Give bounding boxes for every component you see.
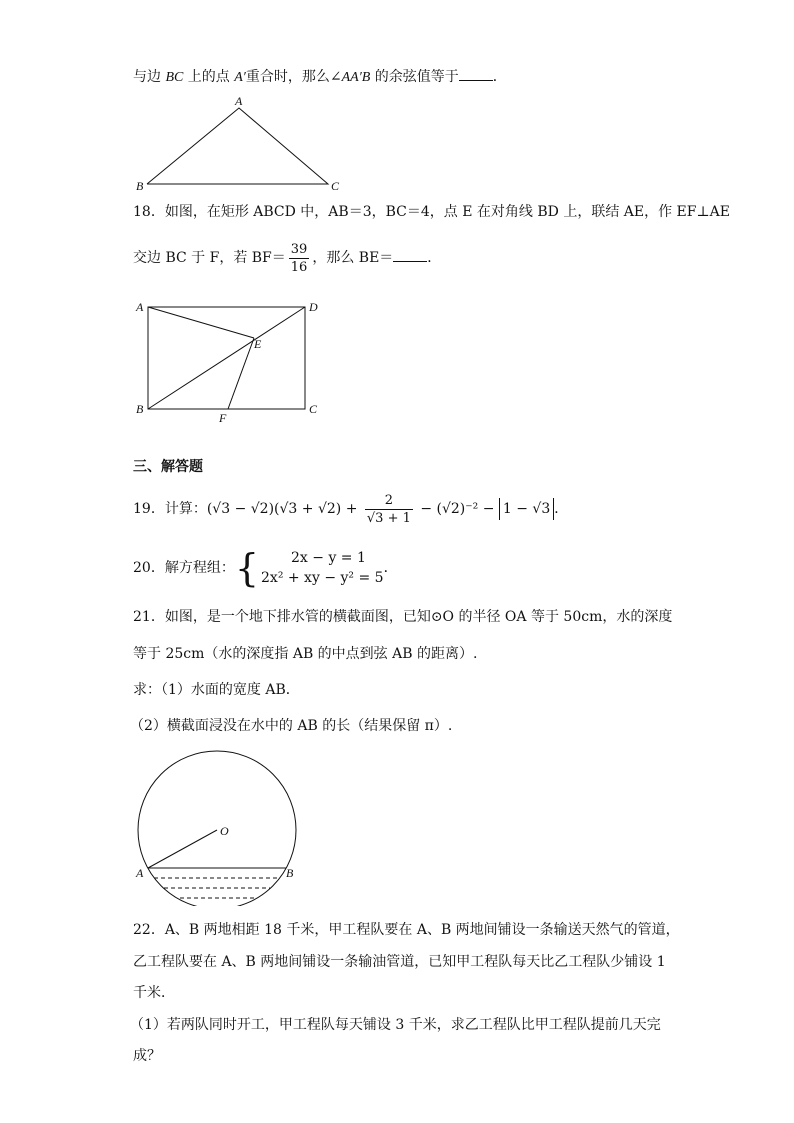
q17-text: 与边 BC 上的点 A′重合时，那么∠AA′B 的余弦值等于 ． [133, 66, 507, 88]
q21-line3: 求：（1）水面的宽度 AB． [133, 682, 300, 698]
center-o-label: O [220, 824, 229, 838]
vertex-b-label: B [136, 179, 144, 193]
answer-blank [459, 66, 493, 81]
q21-line4: （2）横截面浸没在水中的 AB 的长（结果保留 π）. [130, 718, 453, 734]
fraction-2-over-sqrt3-plus-1: $\frac{2}{√3 + 1}$ [366, 492, 411, 526]
q21-line1: 21．如图，是一个地下排水管的横截面图，已知⊙O 的半径 OA 等于 50cm，水的深度 [133, 609, 673, 625]
pipe-cross-section-figure [130, 744, 310, 906]
vertex-a-label: A [136, 300, 144, 314]
equation-system: 2x − y = 1 2x² + xy − y² = 5 [261, 550, 384, 586]
vertex-c-label: C [331, 179, 340, 193]
vertex-b-label: B [136, 402, 144, 416]
point-a-label: A [136, 866, 144, 880]
section-heading: 三、解答题 [133, 459, 203, 475]
q22-line3: 千米． [133, 985, 175, 1001]
q22-line1: 22．A、B 两地相距 18 千米，甲工程队要在 A、B 两地间铺设一条输送天然气的管道， [133, 922, 680, 938]
q22-line2: 乙工程队要在 A、B 两地间铺设一条输油管道，已知甲工程队每天比乙工程队少铺设 1 [133, 954, 666, 970]
left-brace: { [234, 546, 260, 590]
vertex-c-label: C [309, 402, 318, 416]
point-f-label: F [219, 411, 227, 425]
q20-line: 20．解方程组：{ 2x − y = 1 2x² + xy − y² = 5 ． [133, 546, 398, 590]
q22-line4: （1）若两队同时开工，甲工程队每天铺设 3 千米，求乙工程队比甲工程队提前几天完 [130, 1017, 661, 1033]
vertex-d-label: D [309, 300, 318, 314]
q22-line5: 成？ [133, 1048, 161, 1064]
point-b-label: B [286, 866, 294, 880]
point-e-label: E [254, 337, 262, 351]
q19-line: 19．计算：(√3 − √2)(√3 + √2) + $\frac{2}{√3 + 1}$ − (√2)⁻² − 1 − √3 ． [133, 492, 569, 526]
rectangle-figure [130, 296, 330, 426]
absolute-value: 1 − √3 [499, 498, 554, 520]
q21-line2: 等于 25cm（水的深度指 AB 的中点到弦 AB 的距离）. [133, 646, 478, 662]
q18-line1: 18．如图，在矩形 ABCD 中，AB＝3，BC＝4，点 E 在对角线 BD 上，联结 AE，作 EF⊥AE [133, 204, 730, 220]
vertex-a-label: A [235, 94, 243, 108]
q18-line2: 交边 BC 于 F，若 BF＝ $\frac{39}{16}$ ，那么 BE＝ ． [133, 241, 442, 275]
fraction-39-16: $\frac{39}{16}$ [290, 241, 308, 275]
answer-blank [393, 247, 427, 262]
triangle-figure [130, 92, 350, 196]
